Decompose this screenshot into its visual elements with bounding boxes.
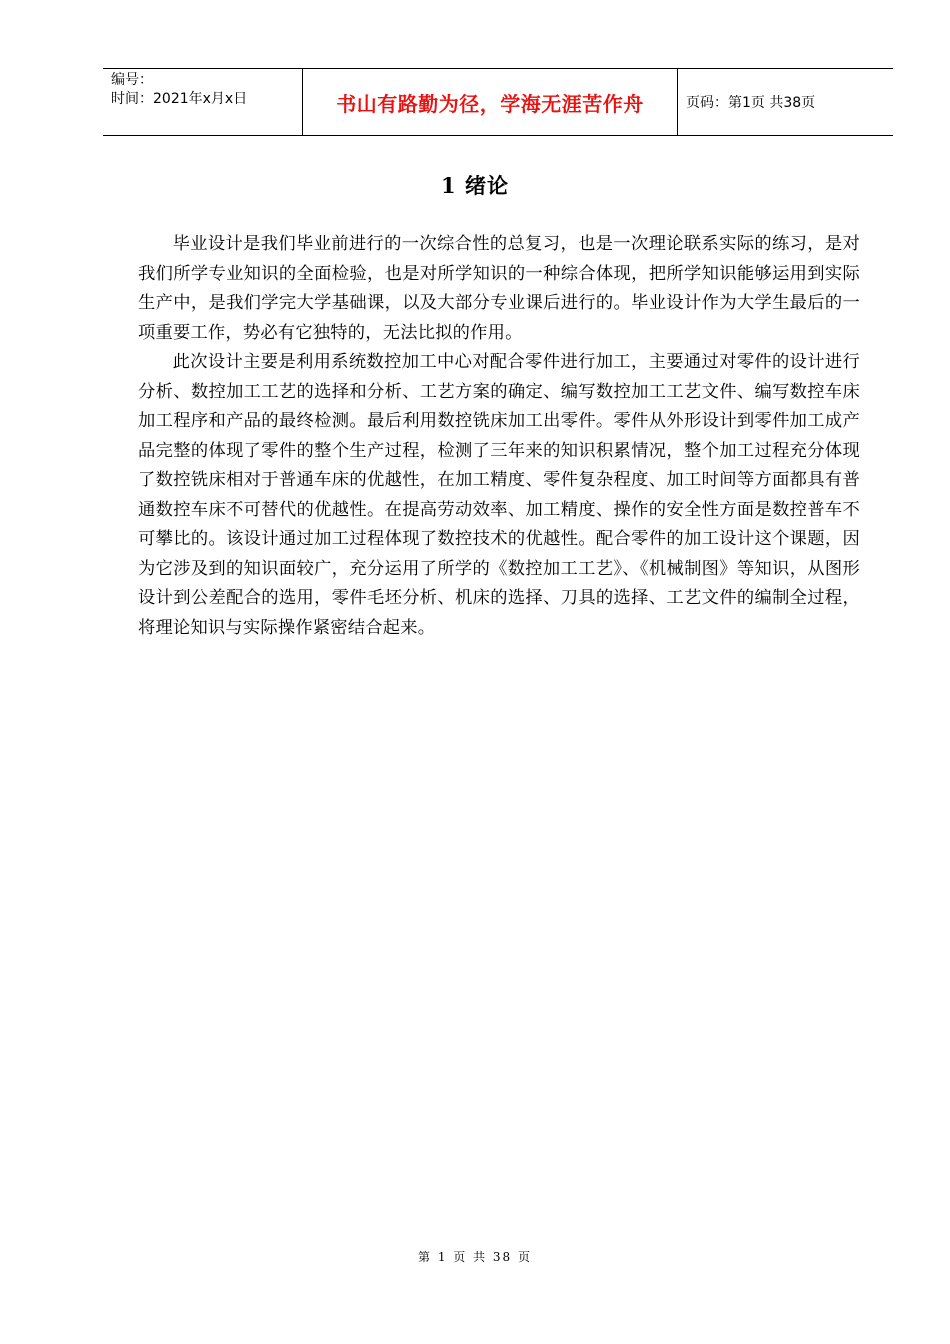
motto-text: 书山有路勤为径，学海无涯苦作舟 <box>336 91 644 116</box>
page-header <box>103 68 893 136</box>
header-motto-cell <box>303 69 678 135</box>
paragraph: 此次设计主要是利用系统数控加工中心对配合零件进行加工，主要通过对零件的设计进行分析、数控加工工艺的选择和分析、工艺方案的确定、编写数控加工工艺文件、编写数控车床加工程序和产品的最终检测。最后利用数控铣床加工出零件。零件从外形设计到零件加工成产品完整的体现了零件的整个生产过程，检测了三年来的知识积累情况，整个加工过程充分体现了数控铣床相对于普通车床的优越性，在加工精度、零件复杂程度、加工时间等方面都具有普通数控车床不可替代的优越性。在提高劳动效率、加工精度、操作的安全性方面是数控普车不可攀比的。该设计通过加工过程体现了数控技术的优越性。配合零件的加工设计这个课题，因为它涉及到的知识面较广，充分运用了所学的《数控加工工艺》、《机械制图》等知识，从图形设计到公差配合的选用，零件毛坯分析、机床的选择、刀具的选择、工艺文件的编制全过程，将理论知识与实际操作紧密结合起来。 <box>138 352 860 638</box>
paragraph: 毕业设计是我们毕业前进行的一次综合性的总复习，也是一次理论联系实际的练习，是对我们所学专业知识的全面检验，也是对所学知识的一种综合体现，把所学知识能够运用到实际生产中，是我们学完大学基础课，以及大部分专业课后进行的。毕业设计作为大学生最后的一项重要工作，势必有它独特的，无法比拟的作用。 <box>138 234 860 343</box>
serial-number-label: 编号： <box>111 72 153 88</box>
page-footer: 第 1 页 共 38 页 <box>418 1250 532 1264</box>
header-meta-cell <box>103 69 303 135</box>
page-info: 页码：第1页 共38页 <box>686 95 816 111</box>
header-page-cell <box>678 69 893 135</box>
document-body <box>138 230 860 643</box>
section-title: 1 绪论 <box>441 173 509 198</box>
date-label: 时间：2021年x月x日 <box>111 91 248 107</box>
